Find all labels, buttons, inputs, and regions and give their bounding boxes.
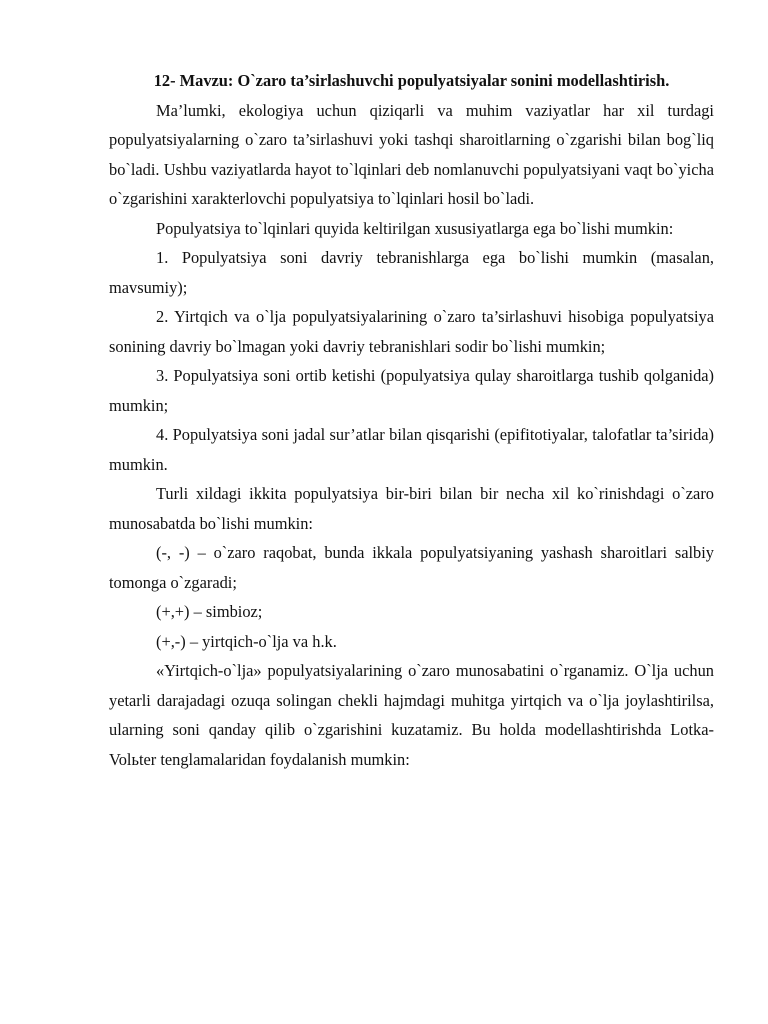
document-page [109,66,714,774]
predator-prey-paragraph: «Yirtqich-o`lja» populyatsiyalarining o`zaro munosabatini o`rganamiz. O`lja uchun yetarli darajadagi ozuqa solingan chekli hajmdagi muhitga yirtqich va o`lja joylashtirilsa, ularning soni qanday qilib o`zgarishini kuzatamiz. Bu holda modellashtirishda Lotka-Volьter tenglamalaridan foydalanish mumkin: [109,661,714,769]
intro-paragraph: Ma’lumki, ekologiya uchun qiziqarli va muhim vaziyatlar har xil turdagi populyatsiyalarning o`zaro ta’sirlashuvi yoki tashqi sharoitlarning o`zgarishi bilan bog`liq bo`ladi. Ushbu vaziyatlarda hayot to`lqinlari deb nomlanuvchi populyatsiyani vaqt bo`yicha o`zgarishini xarakterlovchi populyatsiya to`lqinlari hosil bo`ladi. [109,100,714,208]
list-item: 3. Populyatsiya soni ortib ketishi (populyatsiya qulay sharoitlarga tushib qolganida) mumkin; [109,366,714,415]
relations-paragraph: Turli xildagi ikkita populyatsiya bir-biri bilan bir necha xil ko`rinishdagi o`zaro munosabatda bo`lishi mumkin: [109,484,714,533]
waves-properties-paragraph: Populyatsiya to`lqinlari quyida keltirilgan xususiyatlarga ega bo`lishi mumkin: [156,218,674,238]
list-item: 4. Populyatsiya soni jadal sur’atlar bilan qisqarishi (epifitotiyalar, talofatlar ta’sirida) mumkin. [109,425,714,474]
list-item: 2. Yirtqich va o`lja populyatsiyalarining o`zaro ta’sirlashuvi hisobiga populyatsiya sonining davriy bo`lmagan yoki davriy tebranishlari sodir bo`lishi mumkin; [109,307,714,356]
relation-item: (+,+) – simbioz; [156,602,263,621]
relation-item: (-, -) – o`zaro raqobat, bunda ikkala populyatsiyaning yashash sharoitlari salbiy tomonga o`zgaradi; [109,543,714,592]
relation-item: (+,-) – yirtqich-o`lja va h.k. [156,631,337,651]
document-title: 12- Mavzu: O`zaro ta’sirlashuvchi populyatsiyalar sonini modellashtirish. [153,71,670,90]
list-item: 1. Populyatsiya soni davriy tebranishlarga ega bo`lishi mumkin (masalan, mavsumiy); [109,248,714,297]
